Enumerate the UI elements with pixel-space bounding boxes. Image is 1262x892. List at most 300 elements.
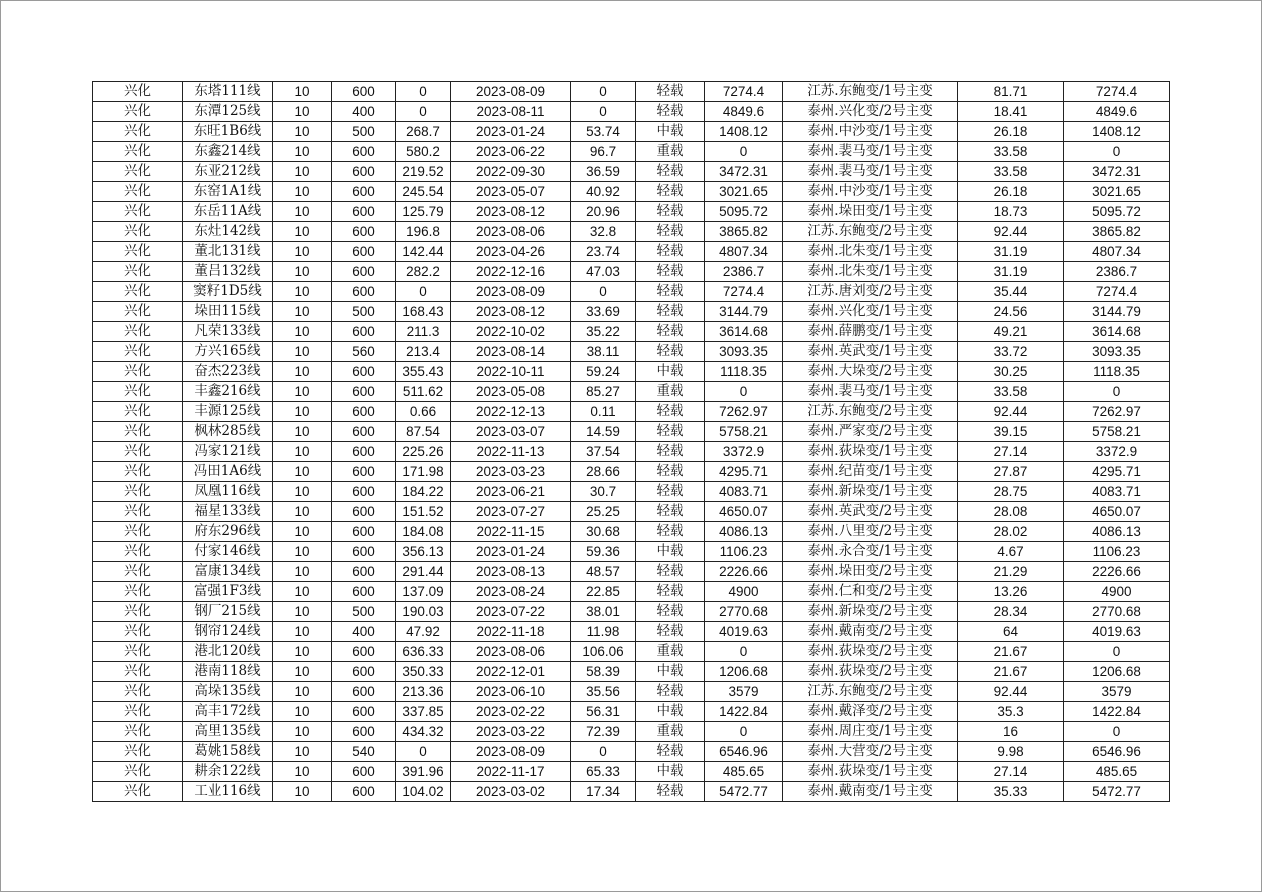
table-row [93,482,1170,502]
load-cell: 213.4 [396,342,451,362]
table-row [93,282,1170,302]
region-cell: 兴化 [93,502,183,522]
load-cell: 151.52 [396,502,451,522]
remaining-capacity-cell: 7262.97 [1064,402,1170,422]
load-status-cell: 轻载 [636,682,705,702]
voltage-cell: 10 [273,682,332,702]
voltage-cell: 10 [273,262,332,282]
table-row [93,122,1170,142]
date-cell: 2022-12-16 [451,262,571,282]
line-name-cell: 垛田115线 [183,302,273,322]
substation-cell: 江苏.东鲍变/1号主变 [783,82,958,102]
region-cell: 兴化 [93,682,183,702]
date-cell: 2023-08-14 [451,342,571,362]
available-capacity-cell: 3093.35 [705,342,783,362]
voltage-cell: 10 [273,442,332,462]
voltage-cell: 10 [273,622,332,642]
substation-cell: 泰州.裴马变/1号主变 [783,382,958,402]
region-cell: 兴化 [93,462,183,482]
voltage-cell: 10 [273,82,332,102]
load-status-cell: 轻载 [636,342,705,362]
load-cell: 0.66 [396,402,451,422]
line-name-cell: 窦籽1D5线 [183,282,273,302]
voltage-cell: 10 [273,542,332,562]
line-name-cell: 工业116线 [183,782,273,802]
line-name-cell: 富康134线 [183,562,273,582]
remaining-capacity-cell: 3614.68 [1064,322,1170,342]
load-rate-cell: 17.34 [571,782,636,802]
date-cell: 2023-08-09 [451,82,571,102]
load-rate-cell: 20.96 [571,202,636,222]
available-capacity-cell: 3144.79 [705,302,783,322]
voltage-cell: 10 [273,342,332,362]
voltage-cell: 10 [273,742,332,762]
load-cell: 356.13 [396,542,451,562]
region-cell: 兴化 [93,422,183,442]
transformer-load-cell: 35.33 [958,782,1064,802]
transformer-load-cell: 28.08 [958,502,1064,522]
substation-cell: 泰州.英武变/1号主变 [783,342,958,362]
load-status-cell: 轻载 [636,562,705,582]
date-cell: 2022-11-18 [451,622,571,642]
date-cell: 2023-05-07 [451,182,571,202]
region-cell: 兴化 [93,322,183,342]
remaining-capacity-cell: 3472.31 [1064,162,1170,182]
data-table [92,81,1170,802]
substation-cell: 泰州.戴南变/2号主变 [783,622,958,642]
voltage-cell: 10 [273,382,332,402]
table-row [93,302,1170,322]
transformer-load-cell: 21.29 [958,562,1064,582]
substation-cell: 泰州.大垛变/2号主变 [783,362,958,382]
voltage-cell: 10 [273,522,332,542]
capacity-cell: 600 [332,402,396,422]
available-capacity-cell: 2386.7 [705,262,783,282]
transformer-load-cell: 27.87 [958,462,1064,482]
load-cell: 245.54 [396,182,451,202]
load-cell: 636.33 [396,642,451,662]
transformer-load-cell: 28.75 [958,482,1064,502]
transformer-load-cell: 21.67 [958,642,1064,662]
remaining-capacity-cell: 7274.4 [1064,82,1170,102]
date-cell: 2023-06-10 [451,682,571,702]
date-cell: 2023-03-22 [451,722,571,742]
table-row [93,202,1170,222]
table-row [93,762,1170,782]
load-status-cell: 重载 [636,382,705,402]
region-cell: 兴化 [93,702,183,722]
table-row [93,362,1170,382]
load-rate-cell: 38.11 [571,342,636,362]
load-cell: 282.2 [396,262,451,282]
capacity-cell: 600 [332,282,396,302]
remaining-capacity-cell: 2770.68 [1064,602,1170,622]
region-cell: 兴化 [93,762,183,782]
date-cell: 2023-08-13 [451,562,571,582]
load-status-cell: 中载 [636,762,705,782]
line-name-cell: 东塔111线 [183,82,273,102]
load-cell: 0 [396,742,451,762]
line-name-cell: 董吕132线 [183,262,273,282]
region-cell: 兴化 [93,722,183,742]
table-row [93,742,1170,762]
region-cell: 兴化 [93,442,183,462]
line-name-cell: 凡荣133线 [183,322,273,342]
date-cell: 2023-08-06 [451,642,571,662]
load-rate-cell: 28.66 [571,462,636,482]
date-cell: 2023-04-26 [451,242,571,262]
date-cell: 2023-01-24 [451,122,571,142]
transformer-load-cell: 92.44 [958,402,1064,422]
load-cell: 225.26 [396,442,451,462]
load-cell: 355.43 [396,362,451,382]
region-cell: 兴化 [93,402,183,422]
load-status-cell: 轻载 [636,242,705,262]
remaining-capacity-cell: 4086.13 [1064,522,1170,542]
load-status-cell: 轻载 [636,322,705,342]
line-name-cell: 高丰172线 [183,702,273,722]
table-row [93,662,1170,682]
region-cell: 兴化 [93,382,183,402]
table-body [93,82,1170,802]
table-row [93,642,1170,662]
available-capacity-cell: 0 [705,642,783,662]
transformer-load-cell: 39.15 [958,422,1064,442]
voltage-cell: 10 [273,602,332,622]
available-capacity-cell: 3614.68 [705,322,783,342]
load-rate-cell: 85.27 [571,382,636,402]
capacity-cell: 600 [332,702,396,722]
load-rate-cell: 48.57 [571,562,636,582]
load-status-cell: 轻载 [636,462,705,482]
voltage-cell: 10 [273,182,332,202]
load-cell: 291.44 [396,562,451,582]
available-capacity-cell: 4019.63 [705,622,783,642]
date-cell: 2023-08-12 [451,302,571,322]
voltage-cell: 10 [273,702,332,722]
load-rate-cell: 0 [571,282,636,302]
available-capacity-cell: 4849.6 [705,102,783,122]
load-cell: 137.09 [396,582,451,602]
load-status-cell: 轻载 [636,582,705,602]
region-cell: 兴化 [93,362,183,382]
load-rate-cell: 36.59 [571,162,636,182]
capacity-cell: 600 [332,442,396,462]
region-cell: 兴化 [93,662,183,682]
date-cell: 2022-11-17 [451,762,571,782]
voltage-cell: 10 [273,142,332,162]
remaining-capacity-cell: 1408.12 [1064,122,1170,142]
region-cell: 兴化 [93,302,183,322]
voltage-cell: 10 [273,782,332,802]
region-cell: 兴化 [93,742,183,762]
date-cell: 2022-11-13 [451,442,571,462]
voltage-cell: 10 [273,222,332,242]
substation-cell: 泰州.荻垛变/2号主变 [783,642,958,662]
load-cell: 184.22 [396,482,451,502]
substation-cell: 泰州.兴化变/1号主变 [783,302,958,322]
load-cell: 511.62 [396,382,451,402]
load-rate-cell: 35.22 [571,322,636,342]
line-name-cell: 丰源125线 [183,402,273,422]
line-name-cell: 付家146线 [183,542,273,562]
load-cell: 580.2 [396,142,451,162]
voltage-cell: 10 [273,722,332,742]
capacity-cell: 600 [332,422,396,442]
capacity-cell: 600 [332,222,396,242]
available-capacity-cell: 5095.72 [705,202,783,222]
load-rate-cell: 25.25 [571,502,636,522]
date-cell: 2023-03-02 [451,782,571,802]
line-name-cell: 东窑1A1线 [183,182,273,202]
transformer-load-cell: 31.19 [958,242,1064,262]
date-cell: 2023-06-21 [451,482,571,502]
available-capacity-cell: 3021.65 [705,182,783,202]
transformer-load-cell: 13.26 [958,582,1064,602]
substation-cell: 泰州.荻垛变/1号主变 [783,762,958,782]
capacity-cell: 600 [332,782,396,802]
voltage-cell: 10 [273,422,332,442]
remaining-capacity-cell: 0 [1064,642,1170,662]
remaining-capacity-cell: 4849.6 [1064,102,1170,122]
remaining-capacity-cell: 0 [1064,382,1170,402]
table-row [93,422,1170,442]
capacity-cell: 560 [332,342,396,362]
capacity-cell: 600 [332,582,396,602]
substation-cell: 泰州.北朱变/1号主变 [783,262,958,282]
available-capacity-cell: 1422.84 [705,702,783,722]
substation-cell: 泰州.荻垛变/2号主变 [783,662,958,682]
voltage-cell: 10 [273,102,332,122]
remaining-capacity-cell: 1118.35 [1064,362,1170,382]
table-row [93,402,1170,422]
load-cell: 350.33 [396,662,451,682]
load-cell: 190.03 [396,602,451,622]
transformer-load-cell: 33.58 [958,162,1064,182]
line-name-cell: 东鑫214线 [183,142,273,162]
capacity-cell: 400 [332,102,396,122]
line-name-cell: 东亚212线 [183,162,273,182]
remaining-capacity-cell: 3144.79 [1064,302,1170,322]
substation-cell: 泰州.中沙变/1号主变 [783,122,958,142]
region-cell: 兴化 [93,482,183,502]
remaining-capacity-cell: 3865.82 [1064,222,1170,242]
load-rate-cell: 38.01 [571,602,636,622]
load-cell: 211.3 [396,322,451,342]
capacity-cell: 600 [332,362,396,382]
capacity-cell: 600 [332,382,396,402]
load-status-cell: 重载 [636,722,705,742]
available-capacity-cell: 3865.82 [705,222,783,242]
load-status-cell: 轻载 [636,442,705,462]
load-cell: 337.85 [396,702,451,722]
load-rate-cell: 59.24 [571,362,636,382]
capacity-cell: 600 [332,262,396,282]
date-cell: 2022-09-30 [451,162,571,182]
load-cell: 434.32 [396,722,451,742]
capacity-cell: 600 [332,202,396,222]
load-status-cell: 中载 [636,122,705,142]
load-cell: 391.96 [396,762,451,782]
load-rate-cell: 53.74 [571,122,636,142]
region-cell: 兴化 [93,82,183,102]
available-capacity-cell: 4900 [705,582,783,602]
available-capacity-cell: 0 [705,382,783,402]
line-name-cell: 葛姚158线 [183,742,273,762]
available-capacity-cell: 7262.97 [705,402,783,422]
region-cell: 兴化 [93,162,183,182]
load-status-cell: 轻载 [636,482,705,502]
capacity-cell: 600 [332,322,396,342]
transformer-load-cell: 49.21 [958,322,1064,342]
table-row [93,242,1170,262]
substation-cell: 泰州.垛田变/2号主变 [783,562,958,582]
substation-cell: 泰州.新垛变/1号主变 [783,482,958,502]
date-cell: 2023-08-06 [451,222,571,242]
remaining-capacity-cell: 3372.9 [1064,442,1170,462]
capacity-cell: 600 [332,242,396,262]
available-capacity-cell: 485.65 [705,762,783,782]
transformer-load-cell: 28.02 [958,522,1064,542]
load-status-cell: 轻载 [636,182,705,202]
region-cell: 兴化 [93,782,183,802]
available-capacity-cell: 4295.71 [705,462,783,482]
substation-cell: 泰州.戴泽变/2号主变 [783,702,958,722]
available-capacity-cell: 4650.07 [705,502,783,522]
load-status-cell: 轻载 [636,222,705,242]
transformer-load-cell: 33.58 [958,142,1064,162]
transformer-load-cell: 18.41 [958,102,1064,122]
capacity-cell: 600 [332,762,396,782]
capacity-cell: 600 [332,182,396,202]
load-status-cell: 中载 [636,662,705,682]
load-rate-cell: 32.8 [571,222,636,242]
substation-cell: 泰州.周庄变/1号主变 [783,722,958,742]
load-rate-cell: 37.54 [571,442,636,462]
transformer-load-cell: 92.44 [958,222,1064,242]
voltage-cell: 10 [273,662,332,682]
capacity-cell: 600 [332,662,396,682]
available-capacity-cell: 4807.34 [705,242,783,262]
load-status-cell: 重载 [636,642,705,662]
line-name-cell: 钢帘124线 [183,622,273,642]
load-status-cell: 轻载 [636,602,705,622]
line-name-cell: 东岳11A线 [183,202,273,222]
remaining-capacity-cell: 5095.72 [1064,202,1170,222]
region-cell: 兴化 [93,542,183,562]
available-capacity-cell: 1206.68 [705,662,783,682]
available-capacity-cell: 3372.9 [705,442,783,462]
transformer-load-cell: 92.44 [958,682,1064,702]
line-name-cell: 东潭125线 [183,102,273,122]
date-cell: 2023-08-09 [451,282,571,302]
substation-cell: 泰州.中沙变/1号主变 [783,182,958,202]
capacity-cell: 500 [332,602,396,622]
remaining-capacity-cell: 0 [1064,142,1170,162]
capacity-cell: 500 [332,302,396,322]
table-row [93,782,1170,802]
available-capacity-cell: 6546.96 [705,742,783,762]
load-rate-cell: 33.69 [571,302,636,322]
load-rate-cell: 72.39 [571,722,636,742]
remaining-capacity-cell: 3093.35 [1064,342,1170,362]
transformer-load-cell: 27.14 [958,442,1064,462]
load-cell: 213.36 [396,682,451,702]
load-status-cell: 轻载 [636,402,705,422]
voltage-cell: 10 [273,362,332,382]
remaining-capacity-cell: 4295.71 [1064,462,1170,482]
remaining-capacity-cell: 4807.34 [1064,242,1170,262]
region-cell: 兴化 [93,142,183,162]
available-capacity-cell: 3472.31 [705,162,783,182]
voltage-cell: 10 [273,122,332,142]
date-cell: 2023-05-08 [451,382,571,402]
transformer-load-cell: 64 [958,622,1064,642]
load-rate-cell: 59.36 [571,542,636,562]
table-row [93,222,1170,242]
load-status-cell: 轻载 [636,522,705,542]
table-row [93,142,1170,162]
substation-cell: 泰州.薛鹏变/1号主变 [783,322,958,342]
date-cell: 2023-07-22 [451,602,571,622]
load-status-cell: 轻载 [636,302,705,322]
available-capacity-cell: 7274.4 [705,282,783,302]
date-cell: 2022-11-15 [451,522,571,542]
load-rate-cell: 96.7 [571,142,636,162]
table-row [93,82,1170,102]
line-name-cell: 富强1F3线 [183,582,273,602]
line-name-cell: 冯家121线 [183,442,273,462]
voltage-cell: 10 [273,242,332,262]
line-name-cell: 枫林285线 [183,422,273,442]
capacity-cell: 600 [332,82,396,102]
table-row [93,682,1170,702]
date-cell: 2022-12-01 [451,662,571,682]
table-row [93,722,1170,742]
load-rate-cell: 30.7 [571,482,636,502]
region-cell: 兴化 [93,642,183,662]
available-capacity-cell: 0 [705,142,783,162]
remaining-capacity-cell: 1206.68 [1064,662,1170,682]
table-row [93,502,1170,522]
substation-cell: 泰州.仁和变/2号主变 [783,582,958,602]
load-rate-cell: 0 [571,102,636,122]
available-capacity-cell: 4083.71 [705,482,783,502]
load-status-cell: 轻载 [636,742,705,762]
capacity-cell: 600 [332,482,396,502]
load-status-cell: 中载 [636,542,705,562]
load-cell: 168.43 [396,302,451,322]
remaining-capacity-cell: 4083.71 [1064,482,1170,502]
line-name-cell: 方兴165线 [183,342,273,362]
capacity-cell: 600 [332,142,396,162]
load-cell: 171.98 [396,462,451,482]
remaining-capacity-cell: 0 [1064,722,1170,742]
line-name-cell: 港南118线 [183,662,273,682]
date-cell: 2023-02-22 [451,702,571,722]
region-cell: 兴化 [93,602,183,622]
transformer-load-cell: 33.58 [958,382,1064,402]
capacity-cell: 600 [332,682,396,702]
load-rate-cell: 0.11 [571,402,636,422]
date-cell: 2023-03-23 [451,462,571,482]
transformer-load-cell: 9.98 [958,742,1064,762]
load-cell: 87.54 [396,422,451,442]
region-cell: 兴化 [93,122,183,142]
available-capacity-cell: 4086.13 [705,522,783,542]
load-status-cell: 轻载 [636,162,705,182]
available-capacity-cell: 3579 [705,682,783,702]
